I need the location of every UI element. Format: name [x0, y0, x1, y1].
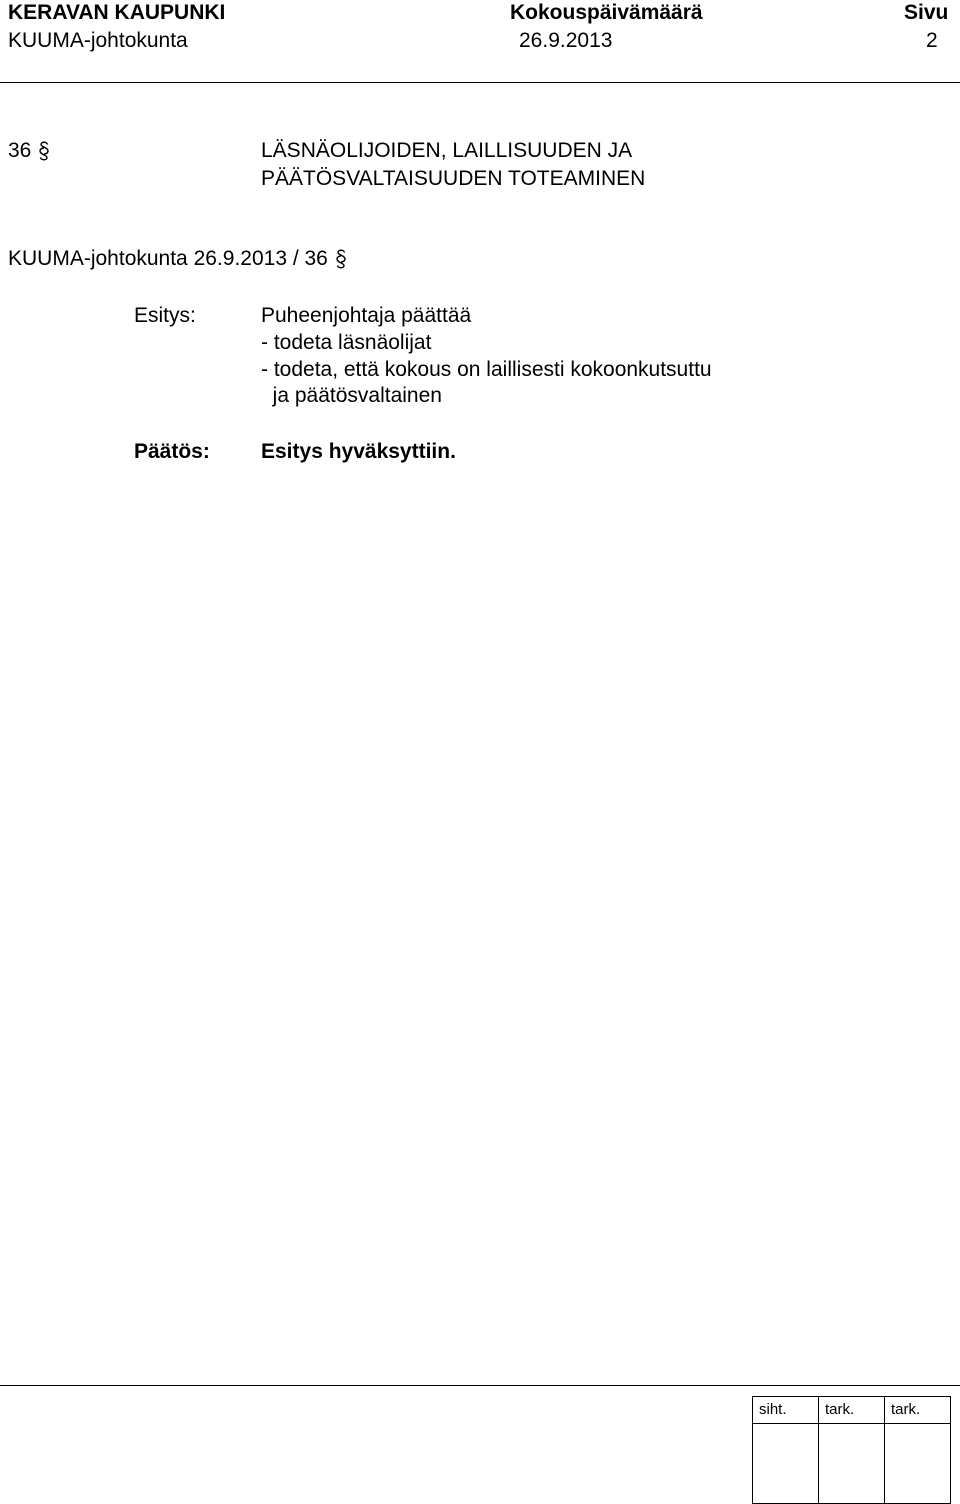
footer-divider — [0, 1385, 960, 1386]
decision-label: Päätös: — [134, 440, 210, 463]
page-number: 2 — [926, 29, 938, 52]
date-label: Kokouspäivämäärä — [510, 1, 703, 24]
signature-header-checker-1: tark. — [819, 1397, 885, 1424]
reference-row — [8, 246, 348, 272]
reference-text: KUUMA-johtokunta 26.9.2013 / 36 — [8, 247, 328, 270]
section-number-row — [8, 138, 51, 164]
signature-cell-secretary — [753, 1424, 819, 1504]
header-divider — [0, 82, 960, 83]
section-title-line2: PÄÄTÖSVALTAISUUDEN TOTEAMINEN — [261, 167, 646, 190]
proposal-line: Puheenjohtaja päättää — [261, 304, 472, 327]
signature-table — [752, 1396, 951, 1504]
proposal-line: - todeta, että kokous on laillisesti kokoonkutsuttu — [261, 358, 712, 381]
signature-header-secretary: siht. — [753, 1397, 819, 1424]
signature-cell-checker-1 — [819, 1424, 885, 1504]
meeting-date: 26.9.2013 — [519, 29, 613, 52]
page-label: Sivu — [904, 1, 949, 24]
section-sign-icon — [37, 138, 51, 164]
body-name: KUUMA-johtokunta — [8, 29, 188, 52]
proposal-line: ja päätösvaltainen — [261, 384, 442, 407]
section-sign-icon — [334, 246, 348, 272]
signature-header-checker-2: tark. — [885, 1397, 951, 1424]
section-title-line1: LÄSNÄOLIJOIDEN, LAILLISUUDEN JA — [261, 139, 633, 162]
proposal-label: Esitys: — [134, 304, 196, 327]
signature-cell-checker-2 — [885, 1424, 951, 1504]
organization-name: KERAVAN KAUPUNKI — [8, 1, 226, 24]
section-number: 36 — [8, 139, 32, 162]
proposal-line: - todeta läsnäolijat — [261, 331, 432, 354]
decision-text: Esitys hyväksyttiin. — [261, 440, 456, 463]
